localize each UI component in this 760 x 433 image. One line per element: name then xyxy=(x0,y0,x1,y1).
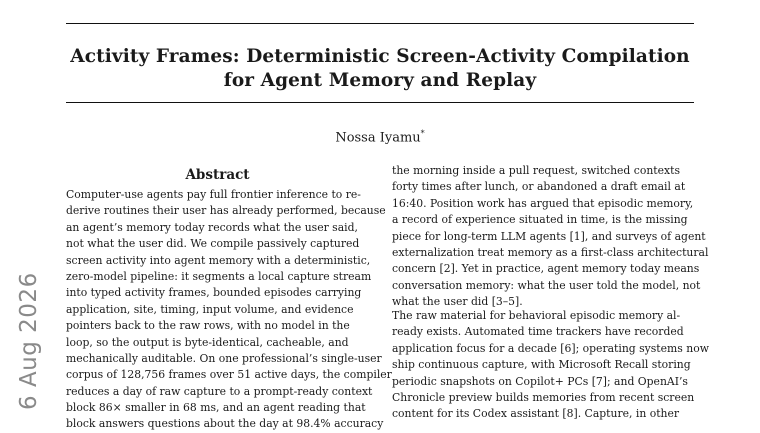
intro-text-line: periodic snapshots on Copilot+ PCs [7]; and OpenAI’s xyxy=(392,374,688,388)
intro-text-line: The raw material for behavioral episodic memory al- xyxy=(392,309,681,322)
arxiv-margin-stamp xyxy=(0,228,42,410)
abstract-text-line: block 86× smaller in 68 ms, and an agent reading that xyxy=(66,401,366,415)
abstract-text-line: application, site, timing, input volume, and evidence xyxy=(66,302,354,316)
author-footnote-mark: * xyxy=(420,129,425,138)
author-name: Nossa Iyamu xyxy=(335,130,421,146)
intro-text-line: the morning inside a pull request, switched contexts xyxy=(392,164,680,177)
paper-title-line-2: for Agent Memory and Replay xyxy=(223,70,537,91)
intro-paragraph-1 xyxy=(392,163,732,311)
intro-text-line: externalization treat memory as a first-class architectural xyxy=(392,245,709,259)
intro-text-line: conversation memory: what the user told the model, not xyxy=(392,278,701,292)
abstract-text-line: loop, so the output is byte-identical, cacheable, and xyxy=(66,335,349,349)
abstract-text-line: reduces a day of raw capture to a prompt-ready context xyxy=(66,384,373,398)
title-top-rule xyxy=(66,23,694,24)
abstract-text-line: block answers questions about the day at 98.4% accuracy xyxy=(66,417,384,431)
intro-text-line: a record of experience situated in time, is the missing xyxy=(392,213,688,227)
paper-title-line-1: Activity Frames: Deterministic Screen-Activity Compilation xyxy=(70,46,690,67)
title-bottom-rule xyxy=(66,102,694,103)
intro-text-line: content for its Codex assistant [8]. Capture, in other xyxy=(392,407,680,421)
intro-text-line: forty times after lunch, or abandoned a draft email at xyxy=(392,180,686,194)
abstract-text-line: mechanically auditable. On one professional’s single-user xyxy=(66,351,382,365)
intro-text-line: concern [2]. Yet in practice, agent memory today means xyxy=(392,262,700,276)
margin-stamp-date: 6 Aug 2026 xyxy=(16,272,42,410)
abstract-text-line: pointers back to the raw rows, with no model in the xyxy=(66,319,350,333)
intro-text-line: 16:40. Position work has argued that episodic memory, xyxy=(392,196,694,210)
abstract-text-line: Computer-use agents pay full frontier inference to re- xyxy=(66,188,361,201)
intro-paragraph-2 xyxy=(392,308,732,423)
abstract-heading: Abstract xyxy=(185,167,250,183)
intro-text-line: what the user did [3–5]. xyxy=(392,295,523,309)
author-line xyxy=(66,126,694,146)
intro-text-line: piece for long-term LLM agents [1], and surveys of agent xyxy=(392,229,706,243)
abstract-text-line: corpus of 128,756 frames over 51 active days, the compiler xyxy=(66,368,392,382)
abstract-text-line: derive routines their user has already performed, because xyxy=(66,204,386,218)
intro-text-line: application focus for a decade [6]; operating systems now xyxy=(392,341,709,355)
abstract-text-line: into typed activity frames, bounded episodes carrying xyxy=(66,286,362,300)
intro-text-line: ship continuous capture, with Microsoft Recall storing xyxy=(392,358,691,372)
abstract-text-line: zero-model pipeline: it segments a local capture stream xyxy=(66,269,372,283)
abstract-text-line: not what the user did. We compile passively captured xyxy=(66,237,360,251)
abstract-text-line: an agent’s memory today records what the user said, xyxy=(66,220,358,234)
abstract-body xyxy=(66,187,406,433)
intro-text-line: ready exists. Automated time trackers have recorded xyxy=(392,325,684,339)
abstract-text-line: screen activity into agent memory with a deterministic, xyxy=(66,253,371,267)
intro-text-line: Chronicle preview builds memories from recent screen xyxy=(392,390,695,404)
